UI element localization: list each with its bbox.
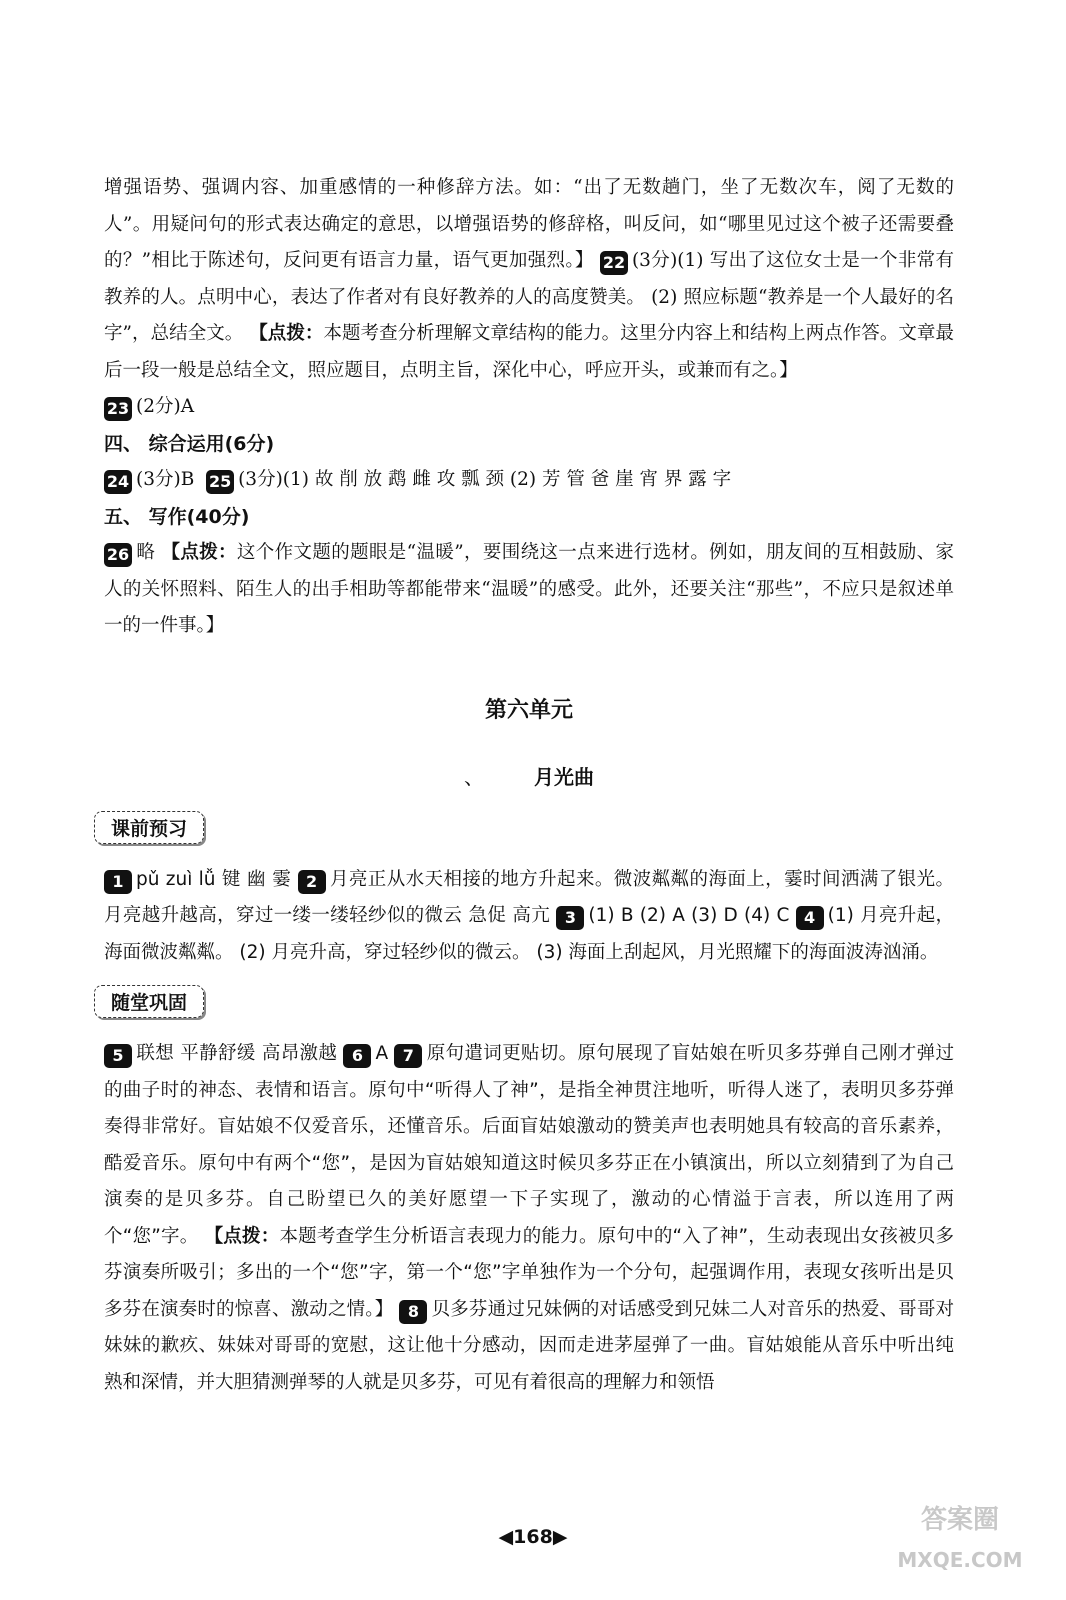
section-header-5: 五、 写作(40分) (104, 505, 250, 528)
watermark-line-1: 答案圈 (920, 1505, 999, 1535)
question-number-8: 8 (399, 1300, 427, 1324)
question-number-2: 2 (298, 870, 326, 894)
answer-block-1 (104, 170, 954, 389)
section-header-4: 四、 综合运用(6分) (104, 432, 275, 455)
lesson-title (104, 761, 954, 797)
answer-24: (3分)B (136, 469, 195, 490)
answer-1: pǔ zuì lǚ 键 幽 霎 (136, 868, 298, 890)
lesson-title-text: 月光曲 (534, 764, 594, 789)
tip-text: 本题考查学生分析语言表现力的能力。原句中的“入了神”，生动表现出女孩被贝多芬演奏所吸引；多出的一个“您”字，第一个“您”字单独作为一个分句，起强调作用，表现女孩听出是贝多芬在演奏时的惊喜、激动之情。】 (104, 1225, 954, 1320)
question-number-25: 25 (206, 470, 234, 494)
tip-text: 这个作文题的题眼是“温暖”，要围绕这一点来进行选材。例如，朋友间的互相鼓励、家人的关怀照料、陌生人的出手相助等都能带来“温暖”的感受。此外，还要关注“那些”，不应只是叙述单一的一件事。】 (104, 542, 954, 636)
preview-answers (104, 862, 954, 972)
answer-2: 月亮正从水天相接的地方升起来。微波粼粼的海面上，霎时间洒满了银光。月亮越升越高，穿过一缕一缕轻纱似的微云 急促 高亢 (104, 868, 954, 926)
question-number-22: 22 (600, 251, 628, 275)
tip-label: 【点拨： (204, 1225, 280, 1247)
unit-title: 第六单元 (484, 697, 573, 723)
tip-label: 【点拨： (161, 542, 237, 563)
answer-22: (3分)(1) 写出了这位女士是一个非常有教养的人。点明中心，表达了作者对有良好教养的人的高度赞美。 (2) 照应标题“教养是一个人最好的名字”，总结全文。 (104, 250, 954, 344)
answer-5: 联想 平静舒缓 高昂激越 (136, 1043, 344, 1064)
question-number-26: 26 (104, 543, 132, 567)
practice-answers (104, 1036, 954, 1401)
section-label-practice: 随堂巩固 (94, 985, 204, 1018)
answer-26-text: 略 (136, 542, 162, 563)
question-number-3: 3 (556, 906, 584, 930)
question-number-4: 4 (796, 906, 824, 930)
answer-8: 贝多芬通过兄妹俩的对话感受到兄妹二人对音乐的热爱、哥哥对妹妹的歉疚、妹妹对哥哥的宽慰，这让他十分感动，因而走进茅屋弹了一曲。盲姑娘能从音乐中听出纯熟和深情，并大胆猜测弹琴的人就是贝多芬，可见有着很高的理解力和领悟 (104, 1298, 954, 1393)
answer-25: (3分)(1) 故 削 放 鹉 雌 攻 瓢 颈 (2) 芳 管 爸 崖 宵 界 露 字 (238, 469, 732, 490)
answer-3: (1) B (2) A (3) D (4) C (588, 905, 796, 926)
section-label-preview: 课前预习 (94, 811, 204, 844)
tip-text: 本题考查分析理解文章结构的能力。这里分内容上和结构上两点作答。文章最后一段一般是总结全文，照应题目，点明主旨，深化中心，呼应开头，或兼而有之。】 (104, 323, 954, 381)
rhetoric-explanation: 增强语势、强调内容、加重感情的一种修辞方法。如：“出了无数趟门，坐了无数次车，阅了无数的人”。用疑问句的形式表达确定的意思，以增强语势的修辞格，叫反问，如“哪里见过这个被子还需要叠的？”相比于陈述句，反问更有语言力量，语气更加强烈。】 (104, 177, 954, 271)
question-number-23: 23 (104, 397, 132, 421)
answer-7: 原句遣词更贴切。原句展现了盲姑娘在听贝多芬弹自己刚才弹过的曲子时的神态、表情和语言。原句中“听得人了神”，是指全神贯注地听，听得人迷了，表明贝多芬弹奏得非常好。盲姑娘不仅爱音乐，还懂音乐。后面盲姑娘激动的赞美声也表明她具有较高的音乐素养，酷爱音乐。原句中有两个“您”，是因为盲姑娘知道这时候贝多芬正在小镇演出，所以立刻猜到了为自己演奏的是贝多芬。自己盼望已久的美好愿望一下子实现了，激动的心情溢于言表，所以连用了两个“您”字。 (104, 1043, 954, 1247)
answer-24-25 (104, 462, 954, 499)
watermark-logo (870, 1500, 1050, 1590)
question-number-6: 6 (343, 1044, 371, 1068)
question-number-5: 5 (104, 1044, 132, 1068)
answer-23-line (104, 389, 954, 426)
answer-23: (2分)A (136, 396, 195, 417)
page-number: ◀168▶ (498, 1526, 568, 1548)
question-number-1: 1 (104, 870, 132, 894)
answer-26 (104, 535, 954, 645)
question-number-24: 24 (104, 470, 132, 494)
watermark-line-2: MXQE.COM (897, 1548, 1023, 1572)
question-number-7: 7 (394, 1044, 422, 1068)
tip-label: 【点拨： (249, 323, 324, 344)
page-content (104, 170, 954, 1401)
answer-4: (1) 月亮升起，海面微波粼粼。 (2) 月亮升高，穿过轻纱似的微云。 (3) 海面上刮起风，月光照耀下的海面波涛汹涌。 (104, 905, 954, 963)
lesson-mark: 、 (464, 764, 484, 789)
answer-6: A (375, 1043, 395, 1064)
